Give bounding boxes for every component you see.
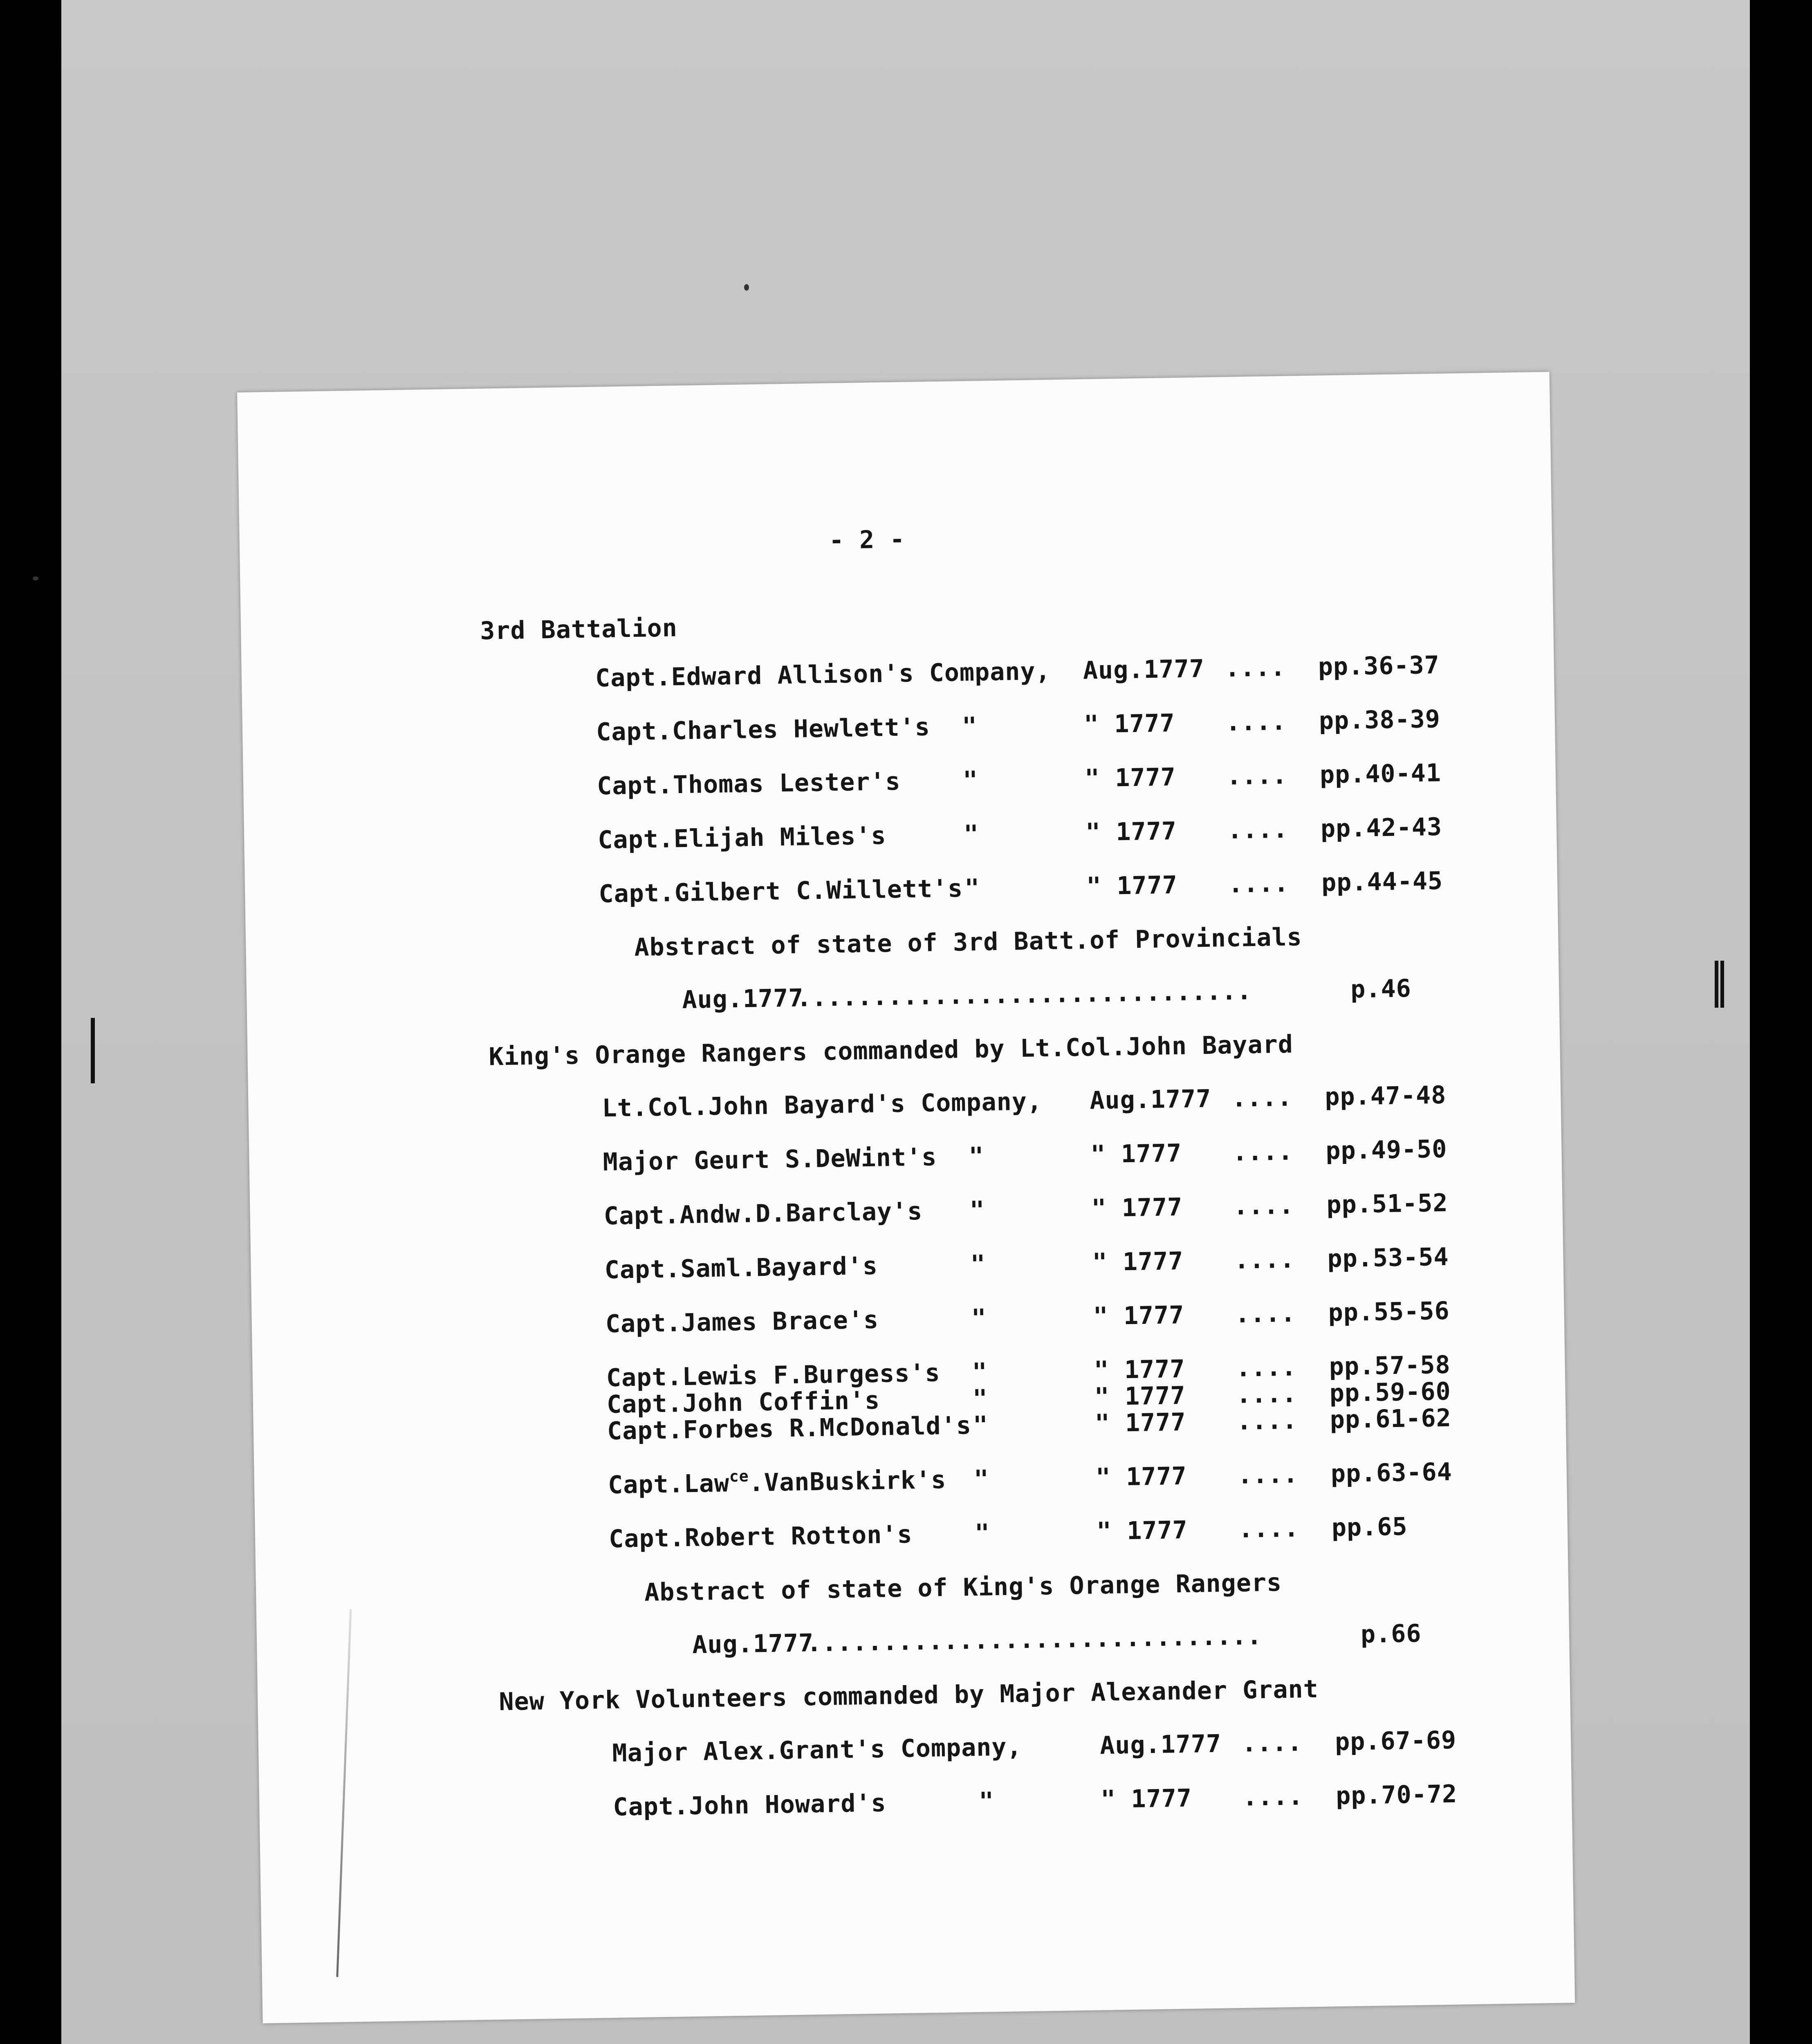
entry-leader: ....	[1228, 869, 1289, 899]
document-page	[237, 372, 1575, 2024]
entry-pages: pp.44-45	[1321, 866, 1443, 897]
entry-name-superscript: ce	[729, 1467, 749, 1486]
entry-month: " 1777	[1093, 1300, 1185, 1331]
entry-month: " 1777	[1090, 1139, 1182, 1169]
entry-name: Capt.Saml.Bayard's	[604, 1251, 878, 1285]
entry-month: " 1777	[1085, 817, 1177, 847]
entry-leader: ....	[1236, 1379, 1297, 1409]
entry-name: Capt.Elijah Miles's	[597, 821, 887, 855]
entry-leader: ....	[1231, 1083, 1293, 1113]
entry-pages: pp.59-60	[1329, 1377, 1451, 1408]
film-edge-mark	[1720, 961, 1724, 1008]
entry-name-suffix: .VanBuskirk's	[749, 1466, 946, 1497]
film-speck	[33, 576, 38, 580]
entry-month: " 1777	[1091, 1192, 1183, 1223]
entry-leader: ....	[1236, 1353, 1297, 1383]
entry-name: Capt.Robert Rotton's	[608, 1520, 913, 1554]
entry-ditto: "	[974, 1519, 990, 1548]
entry-leader: ....	[1224, 653, 1286, 683]
entry-ditto: "	[962, 712, 978, 741]
entry-pages: pp.47-48	[1324, 1080, 1446, 1112]
entry-pages: pp.65	[1331, 1512, 1408, 1542]
entry-month: Aug.1777	[1099, 1729, 1222, 1760]
entry-ditto: "	[972, 1384, 988, 1414]
entry-month: Aug.1777	[1089, 1084, 1211, 1115]
entry-name: Capt.Edward Allison's Company,	[595, 657, 1051, 693]
entry-month: " 1777	[1094, 1407, 1186, 1438]
entry-ditto: "	[971, 1304, 987, 1333]
entry-leader: ....	[1233, 1191, 1294, 1221]
entry-ditto: "	[973, 1411, 989, 1440]
entry-pages: pp.63-64	[1330, 1457, 1453, 1488]
abstract-date: Aug.1777	[682, 984, 804, 1015]
entry-pages: pp.53-54	[1327, 1242, 1449, 1273]
section-heading: King's Orange Rangers commanded by Lt.Col.John Bayard	[489, 1030, 1294, 1071]
entry-ditto: "	[969, 1196, 985, 1225]
entry-month: " 1777	[1094, 1354, 1186, 1385]
entry-pages: pp.57-58	[1329, 1350, 1451, 1381]
abstract-date: Aug.1777	[692, 1629, 814, 1659]
entry-month: " 1777	[1083, 709, 1175, 739]
entry-name: Capt.Charles Hewlett's	[596, 713, 931, 747]
entry-name: Capt.James Brace's	[605, 1305, 879, 1339]
entry-name: Major Geurt S.DeWint's	[603, 1143, 937, 1177]
entry-name: Capt.John Howard's	[612, 1788, 887, 1822]
entry-pages: pp.38-39	[1319, 704, 1441, 735]
entry-pages: pp.36-37	[1318, 650, 1440, 681]
entry-pages: pp.51-52	[1326, 1188, 1449, 1219]
entry-ditto: "	[969, 1142, 984, 1171]
film-speck	[744, 284, 749, 291]
entry-leader: ....	[1232, 1137, 1294, 1167]
entry-name: Capt.Forbes R.McDonald's	[607, 1411, 972, 1446]
entry-name-prefix: Capt.Law	[608, 1469, 730, 1500]
entry-month: " 1777	[1096, 1515, 1188, 1546]
entry-month: " 1777	[1092, 1246, 1184, 1277]
abstract-page: p.46	[1350, 974, 1412, 1004]
entry-leader: ....	[1241, 1728, 1303, 1758]
film-edge-mark	[91, 1018, 95, 1083]
entry-pages: pp.67-69	[1334, 1726, 1457, 1757]
entry-ditto: "	[970, 1250, 986, 1279]
entry-ditto: "	[963, 820, 979, 849]
entry-pages: pp.55-56	[1328, 1296, 1450, 1327]
entry-pages: pp.42-43	[1320, 812, 1442, 843]
entry-leader: ....	[1225, 707, 1287, 737]
entry-pages: pp.61-62	[1330, 1403, 1452, 1434]
abstract-leader: ..............................	[806, 1622, 1263, 1658]
entry-name: Capt.Andw.D.Barclay's	[603, 1197, 923, 1231]
entry-ditto: "	[964, 874, 980, 903]
entry-name: Capt.Gilbert C.Willett's	[598, 874, 963, 909]
abstract-title: Abstract of state of King's Orange Rangers	[644, 1568, 1282, 1607]
entry-ditto: "	[972, 1358, 988, 1387]
entry-leader: ....	[1235, 1299, 1296, 1329]
entry-name: Major Alex.Grant's Company,	[612, 1732, 1023, 1768]
entry-month: " 1777	[1086, 871, 1178, 901]
entry-pages: pp.70-72	[1335, 1780, 1458, 1811]
section-heading: 3rd Battalion	[480, 614, 678, 645]
entry-name: Capt.Thomas Lester's	[597, 767, 901, 801]
entry-month: " 1777	[1084, 763, 1176, 793]
entry-month: " 1777	[1100, 1784, 1192, 1814]
entry-ditto: "	[962, 766, 978, 795]
entry-leader: ....	[1226, 761, 1288, 791]
entry-pages: pp.40-41	[1319, 758, 1442, 789]
entry-name: Capt.Lewis F.Burgess's	[606, 1358, 941, 1393]
entry-month: Aug.1777	[1083, 654, 1205, 685]
entry-name: Lt.Col.John Bayard's Company,	[602, 1087, 1043, 1123]
entry-ditto: "	[978, 1787, 995, 1816]
abstract-title: Abstract of state of 3rd Batt.of Provincials	[634, 923, 1303, 962]
section-heading: New York Volunteers commanded by Major Alexander Grant	[498, 1674, 1319, 1717]
entry-pages: pp.49-50	[1325, 1134, 1447, 1165]
abstract-page: p.66	[1360, 1619, 1422, 1649]
paper-crease	[336, 1609, 352, 1977]
entry-ditto: "	[973, 1465, 989, 1494]
entry-name	[608, 1466, 946, 1500]
page-number: - 2 -	[829, 525, 906, 555]
abstract-leader: ..............................	[796, 977, 1252, 1013]
entry-month: " 1777	[1094, 1381, 1186, 1412]
entry-leader: ....	[1238, 1514, 1300, 1544]
entry-leader: ....	[1237, 1460, 1298, 1490]
entry-leader: ....	[1234, 1245, 1295, 1275]
entry-leader: ....	[1242, 1782, 1304, 1812]
entry-month: " 1777	[1095, 1461, 1187, 1492]
entry-leader: ....	[1227, 815, 1289, 845]
entry-leader: ....	[1236, 1406, 1298, 1436]
entry-name: Capt.John Coffin's	[606, 1386, 880, 1419]
film-edge-mark	[1715, 961, 1718, 1008]
